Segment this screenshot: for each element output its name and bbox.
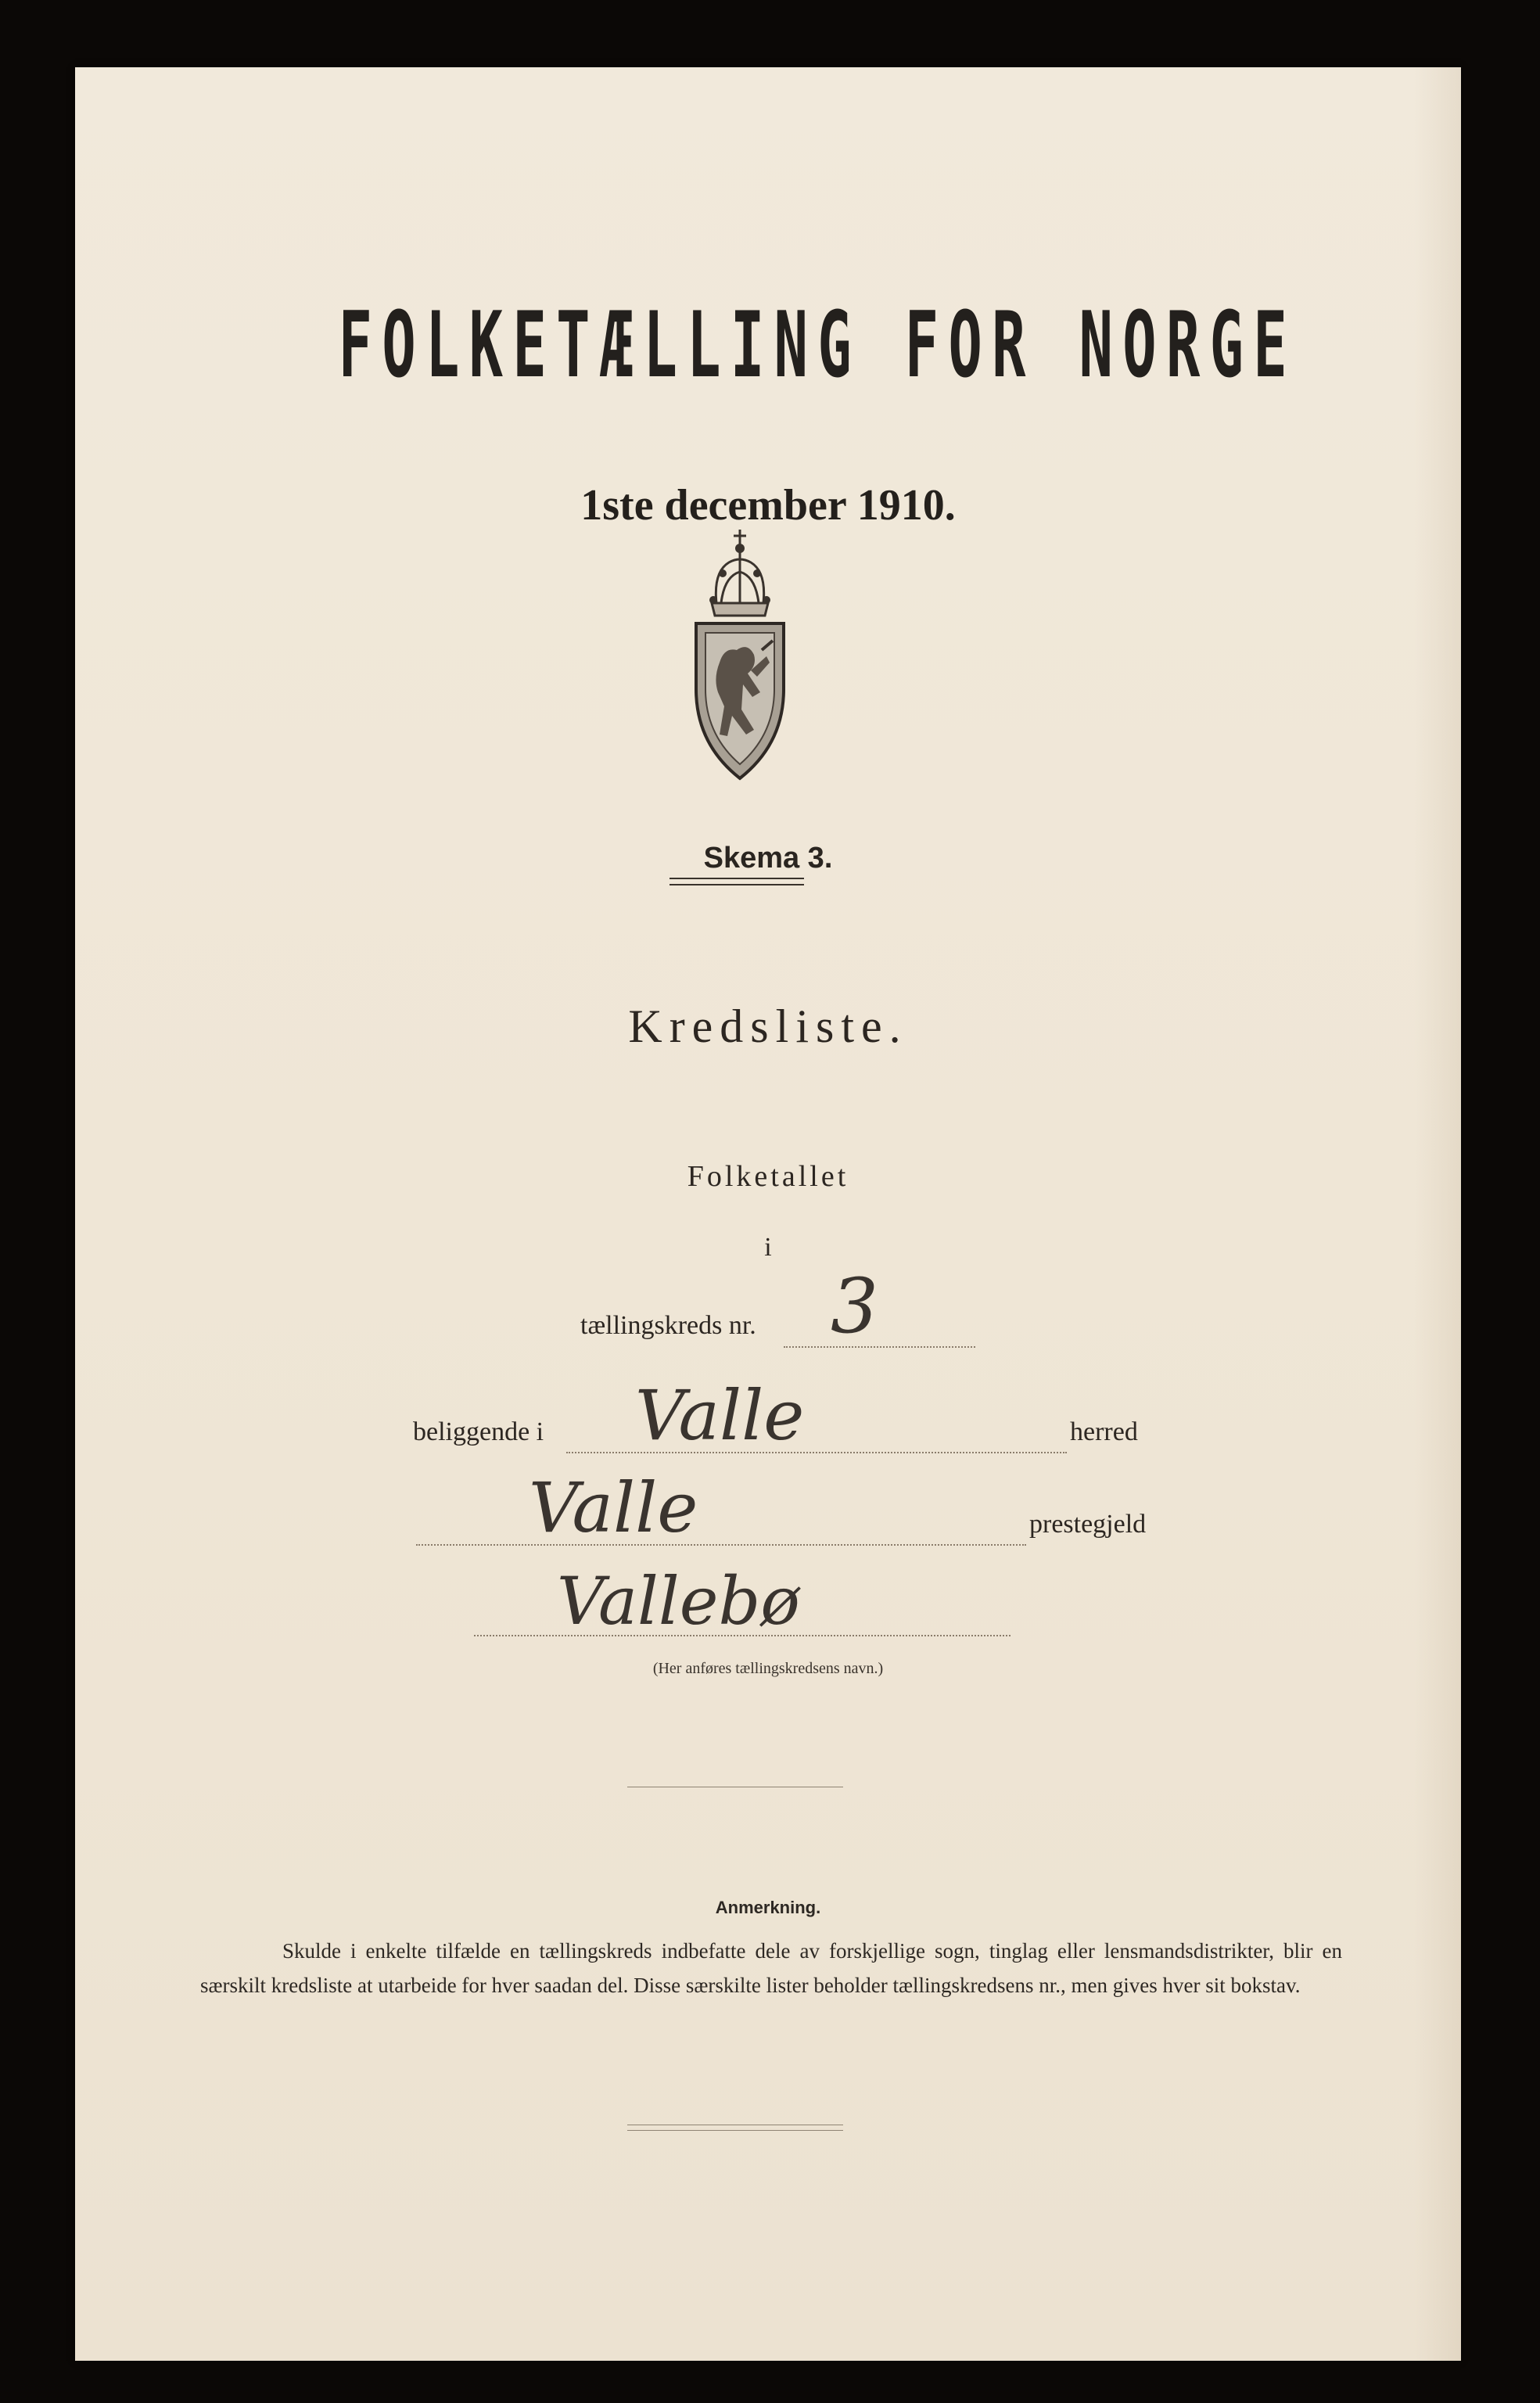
census-form-sheet bbox=[75, 67, 1461, 2361]
note-title: Anmerkning. bbox=[715, 1898, 821, 1917]
schema-underline bbox=[669, 878, 804, 879]
schema-underline-lower bbox=[669, 884, 804, 885]
schema-number: Skema 3. bbox=[703, 842, 833, 875]
beliggende-label: beliggende i bbox=[413, 1417, 544, 1446]
kreds-number-label: tællingskreds nr. bbox=[580, 1311, 756, 1340]
prestegjeld-label: prestegjeld bbox=[1029, 1510, 1147, 1539]
prestegjeld-line bbox=[416, 1544, 1026, 1546]
norwegian-coat-of-arms-icon bbox=[685, 525, 795, 791]
note-text: Skulde i enkelte tilfælde en tællingskreds indbefatte dele av forskjellige sogn, tinglag eller lensmandsdistrikter, blir en særskilt kredsliste at utarbeide for hver saadan del. Disse særskilte lister beholder tællingskredsens nr., men gives hver sit bokstav. bbox=[200, 1939, 1342, 1997]
kreds-name-note: (Her anføres tællingskredsens navn.) bbox=[652, 1660, 884, 1677]
form-subheading: Folketallet bbox=[687, 1160, 849, 1193]
form-title: FOLKETÆLLING FOR NORGE bbox=[338, 293, 1298, 398]
connector-text: i bbox=[764, 1233, 772, 1262]
herred-label: herred bbox=[1070, 1417, 1138, 1446]
kreds-number-value[interactable]: 3 bbox=[831, 1263, 879, 1350]
form-heading: Kredsliste. bbox=[628, 1000, 908, 1052]
footer-divider-lower bbox=[627, 2130, 843, 2131]
kreds-number-line bbox=[784, 1346, 975, 1348]
census-date: 1ste december 1910. bbox=[580, 481, 956, 530]
herred-value[interactable]: Valle bbox=[635, 1375, 805, 1456]
kreds-name-value[interactable]: Vallebø bbox=[557, 1563, 800, 1640]
prestegjeld-value[interactable]: Valle bbox=[529, 1467, 698, 1548]
